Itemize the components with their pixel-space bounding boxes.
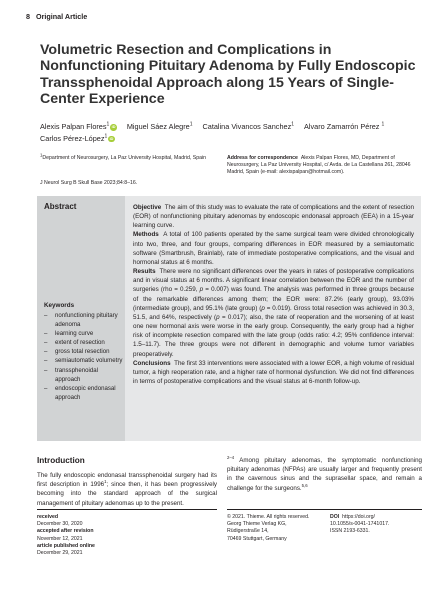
doi-value[interactable]: 10.1055/s-0041-1741017. [330, 521, 390, 528]
objective-text: The aim of this study was to evaluate the rate of complications and the extent of resection (EOR) of nonfunctioning pituitary adenomas by endoscopic endonasal approach (EEA) in a 15-year learning curve. [133, 204, 415, 230]
results-text: There were no significant differences over the years in rates of postoperative complications and in visual status at 6 months. A significant linear correlation between the EOR and the number of surgeries (rho = 0.259, [133, 268, 414, 294]
author-list [40, 121, 430, 145]
section-label: Original Article [36, 12, 88, 21]
conclusions-label: Conclusions [133, 359, 171, 367]
received-date: December 30, 2020 [37, 521, 83, 528]
methods-label: Methods [133, 231, 159, 239]
abstract-body [133, 203, 414, 386]
keywords-heading: Keywords [44, 302, 75, 309]
abstract-methods [133, 230, 414, 267]
affiliation [40, 152, 218, 162]
article-title: Volumetric Resection and Complications in Nonfunctioning Pituitary Adenoma by Fully Endoscopic Transsphenoidal Approach along 15 Years of Single-Center Experience [40, 42, 416, 108]
page-number: 8 [26, 12, 30, 21]
author-affiliation-mark: 1 [381, 121, 385, 128]
abstract-objective [133, 203, 414, 230]
abstract-heading: Abstract [44, 202, 77, 211]
author[interactable] [304, 121, 384, 133]
citation-link[interactable]: 5,6 [301, 482, 308, 488]
affiliation-mark: 1 [40, 152, 43, 158]
citation-link[interactable]: 2–4 [227, 454, 235, 460]
journal-reference: J Neurol Surg B Skull Base 2023;84:8–16. [40, 180, 138, 186]
objective-label: Objective [133, 204, 162, 211]
publisher-info [227, 514, 322, 543]
intro-text: The fully endoscopic endonasal transsphenoidal surgery had its first description in 1996 [37, 472, 217, 489]
doi-link[interactable]: https://doi.org/ [342, 514, 375, 520]
author-affiliation-mark: 1 [106, 121, 110, 128]
results-text: = 0.007) was found. The analysis was performed in three groups because of the remarkable differences among them; the EOR were: 87.2% (early group), 93.03% (intermediate group), and 95.1% (late group) ( [133, 286, 414, 312]
author[interactable] [203, 121, 294, 133]
doi-info [330, 514, 422, 536]
introduction-text-left [37, 471, 217, 508]
results-text: = 0.019). Gross total resection was achieved in 30.3, 51.5, and 64%, respectively ( [133, 304, 414, 321]
accepted-date: November 12, 2021 [37, 535, 83, 542]
publisher-line: Rüdigerstraße 14, [227, 528, 269, 535]
results-text: = 0.017); also, the rate of reoperation and the worsening of at least one new hormonal axis were worse in the early group. Consequently, the early group had a higher risk of incomplete resection compared with the late group (odds ratio: 4.2; 95% confidence interval: 1.5–11.7). The three groups were not different in demographic and volume tumor variables preoperatively. [133, 313, 414, 358]
article-history [37, 514, 207, 557]
keyword-item: – extent of resection [44, 338, 124, 347]
correspondence-text: Alexis Palpan Flores, MD, Department of Neurosurgery, La Paz University Hospital, c/ Avda. de La Castellana 261, 28046 Madrid, Spain (e-mail: alexispalpan@hotmail.com). [227, 155, 411, 176]
keyword-item: – gross total resection [44, 347, 124, 356]
author[interactable] [40, 133, 115, 145]
issn: ISSN 2193-6331. [330, 528, 370, 535]
doi-label: DOI [330, 514, 340, 520]
divider [227, 509, 422, 510]
orcid-icon[interactable]: iD [109, 136, 114, 141]
results-label: Results [133, 268, 156, 276]
publisher-line: 70469 Stuttgart, Germany [227, 535, 287, 542]
intro-text: ; since then, it has been progressively becoming into the standard approach of the surgical management of pituitary adenomas up to the present. [37, 481, 217, 507]
author-affiliation-mark: 1 [189, 121, 193, 128]
author[interactable] [40, 121, 117, 133]
p-symbol: p [216, 313, 220, 321]
abstract-conclusions [133, 359, 414, 386]
affiliation-text: Department of Neurosurgery, La Paz University Hospital, Madrid, Spain [42, 155, 207, 161]
keyword-item: – endoscopic endonasal approach [44, 384, 124, 402]
online-label: article published online [37, 542, 95, 549]
orcid-icon[interactable]: iD [111, 125, 116, 129]
p-symbol: p [199, 286, 204, 294]
publisher-line: Georg Thieme Verlag KG, [227, 521, 287, 528]
conclusions-text: The first 33 interventions were associated with a lower EOR, a high volume of residual tumor, a high reoperation rate, and a higher rate of hormonal dysfunction. We did not find differences in terms of postoperative complications and the visual status at 6-month follow-up. [133, 359, 415, 385]
online-date: December 29, 2021 [37, 550, 83, 557]
abstract-results [133, 267, 414, 359]
introduction-text-right [227, 456, 422, 493]
author-affiliation-mark: 1 [104, 133, 108, 140]
correspondence-address [227, 155, 423, 177]
author-name: Catalina Vivancos Sanchez [202, 122, 292, 131]
copyright-line: © 2021. Thieme. All rights reserved. [227, 514, 310, 520]
keyword-item: – semiautomatic volumetry [44, 356, 124, 365]
received-label: received [37, 514, 59, 520]
accepted-label: accepted after revision [37, 528, 94, 535]
author[interactable] [127, 121, 193, 133]
author-name: Alexis Palpan Flores [40, 122, 107, 131]
intro-text: Among pituitary adenomas, the symptomatic nonfunctioning pituitary adenomas (NFPAs) are usually larger and frequently present in the cavernous sinus and the suprasellar space, and remain a challenge for the surgeons. [227, 457, 422, 492]
introduction-heading: Introduction [37, 456, 85, 465]
keywords-list [44, 311, 124, 402]
methods-text: A total of 100 patients operated by the same surgical team were divided chronologically into two, three, and four groups, comparing differences in EOR measured by a semiautomatic software (Smartbrush, Brainlab), rate of immediate postoperative complications, and the visual and hormonal status at 6 months. [133, 231, 415, 266]
running-header [26, 12, 87, 21]
author-name: Alvaro Zamarrón Pérez [304, 122, 380, 131]
keyword-item: – transsphenoidal approach [44, 366, 124, 384]
citation-link[interactable]: 1 [104, 479, 107, 485]
correspondence-label: Address for correspondence [227, 155, 298, 161]
divider [37, 509, 217, 510]
author-affiliation-mark: 1 [291, 121, 294, 128]
keyword-item: – nonfunctioning pituitary adenoma [44, 311, 124, 329]
author-name: Miguel Sáez Alegre [126, 122, 190, 131]
p-symbol: p [261, 304, 265, 312]
keyword-item: – learning curve [44, 329, 124, 338]
author-name: Carlos Pérez-López [40, 133, 105, 143]
